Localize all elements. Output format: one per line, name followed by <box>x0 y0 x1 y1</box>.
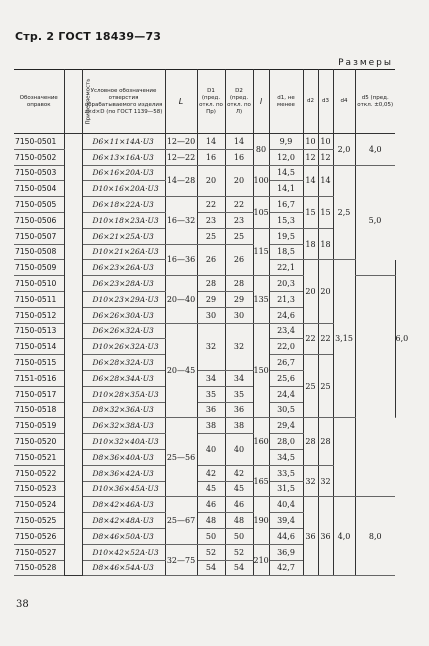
row-code: 7150-0501 <box>14 134 64 150</box>
table-cell: 14,1 <box>269 181 303 197</box>
table-cell: 50 <box>225 528 253 544</box>
table-cell: 7150-0518 <box>14 402 64 418</box>
table-cell: 32 <box>225 323 253 370</box>
table-cell: D8×46×50A·U3 <box>82 528 165 544</box>
table-cell: 16 <box>197 149 225 165</box>
table-cell: 14,5 <box>269 165 303 181</box>
row-d4: 2,0 <box>333 134 355 166</box>
table-cell: 25,6 <box>269 370 303 386</box>
table-cell: 20 <box>197 165 225 197</box>
table-cell: 7150-0527 <box>14 544 64 560</box>
table-cell: 31,5 <box>269 481 303 497</box>
table-cell: 7150-0512 <box>14 307 64 323</box>
table-cell: 23 <box>197 212 225 228</box>
table-cell: 115 <box>253 228 269 275</box>
table-cell: 50 <box>197 528 225 544</box>
table-cell: 12—22 <box>165 149 197 165</box>
table-cell: D6×26×32A·U3 <box>82 323 165 339</box>
table-cell: 22 <box>303 323 318 355</box>
table-cell: 32 <box>197 323 225 370</box>
table-cell: 30,5 <box>269 402 303 418</box>
table-cell: 42 <box>197 465 225 481</box>
table-cell: 7150-0525 <box>14 513 64 529</box>
table-cell: 16,7 <box>269 197 303 213</box>
table-cell: D8×42×46A·U3 <box>82 497 165 513</box>
table-cell: D6×23×28A·U3 <box>82 276 165 292</box>
table-cell: 4,0 <box>333 497 355 576</box>
table-cell: 12 <box>303 149 318 165</box>
row-l: 80 <box>253 134 269 166</box>
table-cell: 22,1 <box>269 260 303 276</box>
col-code: Обозначение оправок <box>14 70 64 134</box>
table-cell: 44,6 <box>269 528 303 544</box>
table-cell: 7151-0516 <box>14 370 64 386</box>
table-cell: 7150-0505 <box>14 197 64 213</box>
table-cell: 26 <box>197 244 225 276</box>
table-cell: 12 <box>318 149 333 165</box>
table-cell: D6×13×16A·U3 <box>82 149 165 165</box>
table-cell: 32—75 <box>165 544 197 576</box>
table-cell: 5,0 <box>355 165 395 276</box>
table-cell: 46 <box>225 497 253 513</box>
page-header: Стр. 2 ГОСТ 18439—73 <box>15 30 162 43</box>
table-cell: 32 <box>303 465 318 497</box>
col-D2: D2 (пред. откл. по Л) <box>225 70 253 134</box>
table-cell: 29 <box>225 291 253 307</box>
table-cell: D6×21×25A·U3 <box>82 228 165 244</box>
table-cell: 16 <box>225 149 253 165</box>
table-cell: D10×21×26A·U3 <box>82 244 165 260</box>
row-d2: 10 <box>303 134 318 150</box>
row-d1: 9,9 <box>269 134 303 150</box>
table-cell: 28,0 <box>269 434 303 450</box>
page-number: 38 <box>16 599 29 610</box>
table-cell: 20 <box>318 260 333 323</box>
table-cell: 29,4 <box>269 418 303 434</box>
table-cell: 38 <box>225 418 253 434</box>
table-cell: 26 <box>225 244 253 276</box>
table-cell: D8×46×54A·U3 <box>82 560 165 576</box>
table-cell: 18 <box>303 228 318 260</box>
table-cell: 36 <box>318 497 333 576</box>
table-cell: 35 <box>225 386 253 402</box>
table-cell: D8×32×36A·U3 <box>82 402 165 418</box>
col-L: L <box>165 70 197 134</box>
row-d5: 4,0 <box>355 134 395 166</box>
table-cell: 7150-0511 <box>14 291 64 307</box>
table-cell: 52 <box>225 544 253 560</box>
col-l: l <box>253 70 269 134</box>
table-cell: 36 <box>225 402 253 418</box>
table-cell: 25 <box>197 228 225 244</box>
table-cell: D10×16×20A·U3 <box>82 181 165 197</box>
table-cell: 14—28 <box>165 165 197 197</box>
table-cell: 36 <box>303 497 318 576</box>
table-cell: 20—45 <box>165 323 197 418</box>
mandrel-table <box>14 69 409 576</box>
table-cell: 7150-0508 <box>14 244 64 260</box>
col-d4: d4 <box>333 70 355 134</box>
table-cell: 23,4 <box>269 323 303 339</box>
table-cell: 40 <box>225 434 253 466</box>
table-cell: 40,4 <box>269 497 303 513</box>
table-cell: 33,5 <box>269 465 303 481</box>
table-cell: 7150-0509 <box>14 260 64 276</box>
table-cell: 28 <box>303 418 318 465</box>
table-cell: 7150-0519 <box>14 418 64 434</box>
table-cell: 26,7 <box>269 355 303 371</box>
table-cell: 22 <box>197 197 225 213</box>
table-cell: D8×36×42A·U3 <box>82 465 165 481</box>
table-cell: 36,9 <box>269 544 303 560</box>
table-cell: 2,5 <box>333 165 355 260</box>
table-cell: D6×28×34A·U3 <box>82 370 165 386</box>
table-cell: 15 <box>318 197 333 229</box>
table-cell: 23 <box>225 212 253 228</box>
table-cell: 21,3 <box>269 291 303 307</box>
table-cell: 15 <box>303 197 318 229</box>
row-D1: 14 <box>197 134 225 150</box>
table-cell: 24,6 <box>269 307 303 323</box>
col-usage: Применяемость <box>64 70 82 134</box>
table-cell: 14 <box>303 165 318 197</box>
table-cell: 7150-0523 <box>14 481 64 497</box>
row-d3: 10 <box>318 134 333 150</box>
table-cell: 28 <box>318 418 333 465</box>
table-cell: 100 <box>253 165 269 197</box>
table-cell: 48 <box>225 513 253 529</box>
table-cell: D10×32×40A·U3 <box>82 434 165 450</box>
table-cell: 54 <box>197 560 225 576</box>
table-cell: 20—40 <box>165 276 197 323</box>
col-d3: d3 <box>318 70 333 134</box>
table-cell: 7150-0504 <box>14 181 64 197</box>
table-cell: 7150-0514 <box>14 339 64 355</box>
table-cell: 160 <box>253 418 269 465</box>
table-cell: D8×42×48A·U3 <box>82 513 165 529</box>
table-cell: 42 <box>225 465 253 481</box>
table-cell: 18 <box>318 228 333 260</box>
sizes-label: Размеры <box>338 58 393 68</box>
table-cell: 105 <box>253 197 269 229</box>
col-D1: D1 (пред. откл. по Пр) <box>197 70 225 134</box>
table-cell: 28 <box>197 276 225 292</box>
table-cell: 34,5 <box>269 449 303 465</box>
usage-cell <box>64 134 82 576</box>
table-cell: 135 <box>253 276 269 323</box>
table-cell: 15,3 <box>269 212 303 228</box>
table-cell: 7150-0502 <box>14 149 64 165</box>
table-cell: D6×18×22A·U3 <box>82 197 165 213</box>
table-cell: 34 <box>197 370 225 386</box>
table-cell: 7150-0517 <box>14 386 64 402</box>
table-cell: 25 <box>318 355 333 418</box>
table-cell: 25—56 <box>165 418 197 497</box>
table-cell: 20 <box>225 165 253 197</box>
table-cell: 190 <box>253 497 269 544</box>
table-cell: 12,0 <box>269 149 303 165</box>
table-cell: 34 <box>225 370 253 386</box>
table-cell: 7150-0522 <box>14 465 64 481</box>
row-cond: D6×11×14A·U3 <box>82 134 165 150</box>
table-cell: 25 <box>225 228 253 244</box>
table-cell <box>333 418 355 497</box>
table-cell: 7150-0521 <box>14 449 64 465</box>
table-cell: D6×32×38A·U3 <box>82 418 165 434</box>
table-cell: 16—36 <box>165 244 197 276</box>
table-cell: 7150-0510 <box>14 276 64 292</box>
table-cell: 25 <box>303 355 318 418</box>
table-cell: 150 <box>253 323 269 418</box>
table-cell: 7150-0513 <box>14 323 64 339</box>
table-cell: 7150-0520 <box>14 434 64 450</box>
table-cell: 40 <box>197 434 225 466</box>
table-cell: 25—67 <box>165 497 197 544</box>
table-cell: 46 <box>197 497 225 513</box>
table-cell: 29 <box>197 291 225 307</box>
table-cell: 3,15 <box>333 260 355 418</box>
table-cell: D10×36×45A·U3 <box>82 481 165 497</box>
row-L: 12—20 <box>165 134 197 150</box>
table-cell: 210 <box>253 544 269 576</box>
row-D2: 14 <box>225 134 253 150</box>
table-cell: 16—32 <box>165 197 197 244</box>
table-cell: D10×26×32A·U3 <box>82 339 165 355</box>
col-d5: d5 (пред. откл. ±0,05) <box>355 70 395 134</box>
table-cell: 36 <box>197 402 225 418</box>
col-d2: d2 <box>303 70 318 134</box>
table-cell: D10×42×52A·U3 <box>82 544 165 560</box>
table-cell: 39,4 <box>269 513 303 529</box>
table-cell: 52 <box>197 544 225 560</box>
table-cell: 45 <box>197 481 225 497</box>
table-cell: 32 <box>318 465 333 497</box>
table-cell: 24,4 <box>269 386 303 402</box>
table-cell: D6×16×20A·U3 <box>82 165 165 181</box>
table-cell: 38 <box>197 418 225 434</box>
table-cell <box>355 418 395 497</box>
table-cell: 8,0 <box>355 497 395 576</box>
col-d1: d1, не менее <box>269 70 303 134</box>
table-row <box>14 134 395 150</box>
table-cell: 165 <box>253 465 269 497</box>
table-cell: 28 <box>225 276 253 292</box>
table-cell: 7150-0524 <box>14 497 64 513</box>
table-cell: D10×18×23A·U3 <box>82 212 165 228</box>
table-cell: D8×36×40A·U3 <box>82 449 165 465</box>
table-cell: 42,7 <box>269 560 303 576</box>
table-cell: 7150-0515 <box>14 355 64 371</box>
table-cell: 35 <box>197 386 225 402</box>
table-cell: 7150-0507 <box>14 228 64 244</box>
table-cell: 7150-0526 <box>14 528 64 544</box>
table-cell: 7150-0503 <box>14 165 64 181</box>
table-cell: 48 <box>197 513 225 529</box>
table-cell: 22 <box>225 197 253 213</box>
table-cell: 7150-0506 <box>14 212 64 228</box>
table-cell: D10×28×35A·U3 <box>82 386 165 402</box>
table-cell: D10×23×29A·U3 <box>82 291 165 307</box>
table-cell: D6×23×26A·U3 <box>82 260 165 276</box>
table-cell: 30 <box>197 307 225 323</box>
table-cell: 7150-0528 <box>14 560 64 576</box>
table-cell: 19,5 <box>269 228 303 244</box>
table-cell: 20 <box>303 260 318 323</box>
table-cell: D6×28×32A·U3 <box>82 355 165 371</box>
table-row: 7150-0509 D6×23×26A·U3 22,1 20 20 3,15 6,0 <box>14 260 395 276</box>
table-cell: 30 <box>225 307 253 323</box>
table-cell: 22 <box>318 323 333 355</box>
table-cell: 18,5 <box>269 244 303 260</box>
table-cell: 20,3 <box>269 276 303 292</box>
col-cond: Условное обозначение отверстия обрабатываемого изделия z×d×D (по ГОСТ 1139—58) <box>82 70 165 134</box>
table-cell: 45 <box>225 481 253 497</box>
table-cell: 22,0 <box>269 339 303 355</box>
table-cell: D6×26×30A·U3 <box>82 307 165 323</box>
table-cell: 14 <box>318 165 333 197</box>
table-cell: 54 <box>225 560 253 576</box>
